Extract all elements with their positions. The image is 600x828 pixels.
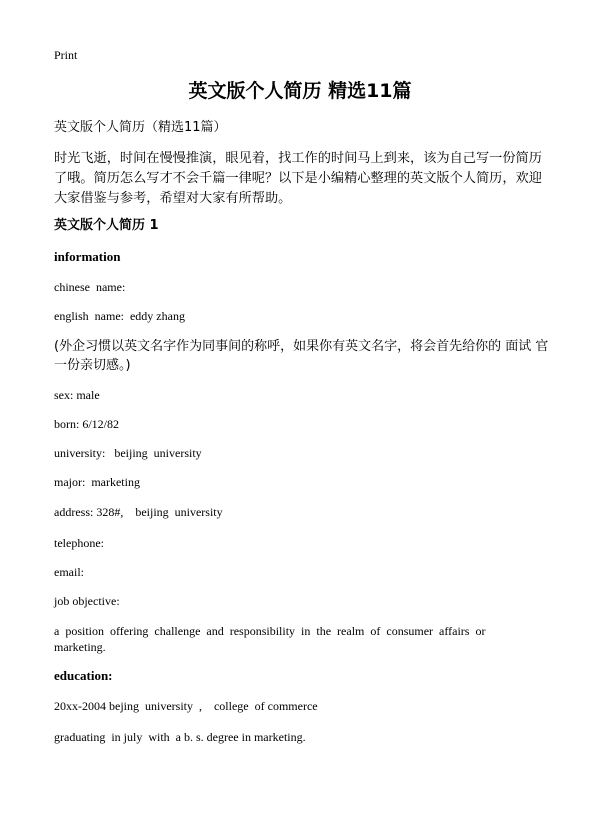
chinese-name-field: chinese name:: [54, 280, 126, 294]
intro-paragraph: 时光飞逝，时间在慢慢推演，眼见着，找工作的时间马上到来，该为自己写一份简历了哦。简历怎么写才不会千篇一律呢？以下是小编精心整理的英文版个人简历，欢迎大家借鉴与参考，希望对大家有所帮助。: [54, 151, 542, 206]
job-objective-text: a position offering challenge and responsibility in the realm of consumer affairs or marketing.: [54, 624, 486, 654]
telephone-field: telephone:: [54, 536, 104, 550]
job-objective-label: job objective:: [54, 594, 120, 608]
email-field: email:: [54, 565, 84, 579]
section-heading-resume-1: 英文版个人简历 1: [54, 218, 159, 233]
education-heading: education:: [54, 668, 113, 683]
document-subtitle: 英文版个人简历（精选11篇）: [54, 120, 227, 135]
information-heading: information: [54, 249, 121, 264]
print-link[interactable]: Print: [54, 48, 78, 62]
university-field: university: beijing university: [54, 446, 202, 460]
address-field: address: 328#, beijing university: [54, 505, 223, 519]
born-field: born: 6/12/82: [54, 417, 119, 431]
document-title: 英文版个人简历 精选11篇: [188, 80, 412, 102]
english-name-note: (外企习惯以英文名字作为同事间的称呼，如果你有英文名字，将会首先给你的 面试 官一份亲切感。): [54, 339, 549, 373]
education-line-1: 20xx-2004 bejing university , college of commerce: [54, 699, 318, 713]
sex-field: sex: male: [54, 388, 100, 402]
major-field: major: marketing: [54, 475, 140, 489]
education-line-2: graduating in july with a b. s. degree in marketing.: [54, 730, 306, 744]
english-name-field: english name: eddy zhang: [54, 309, 185, 323]
